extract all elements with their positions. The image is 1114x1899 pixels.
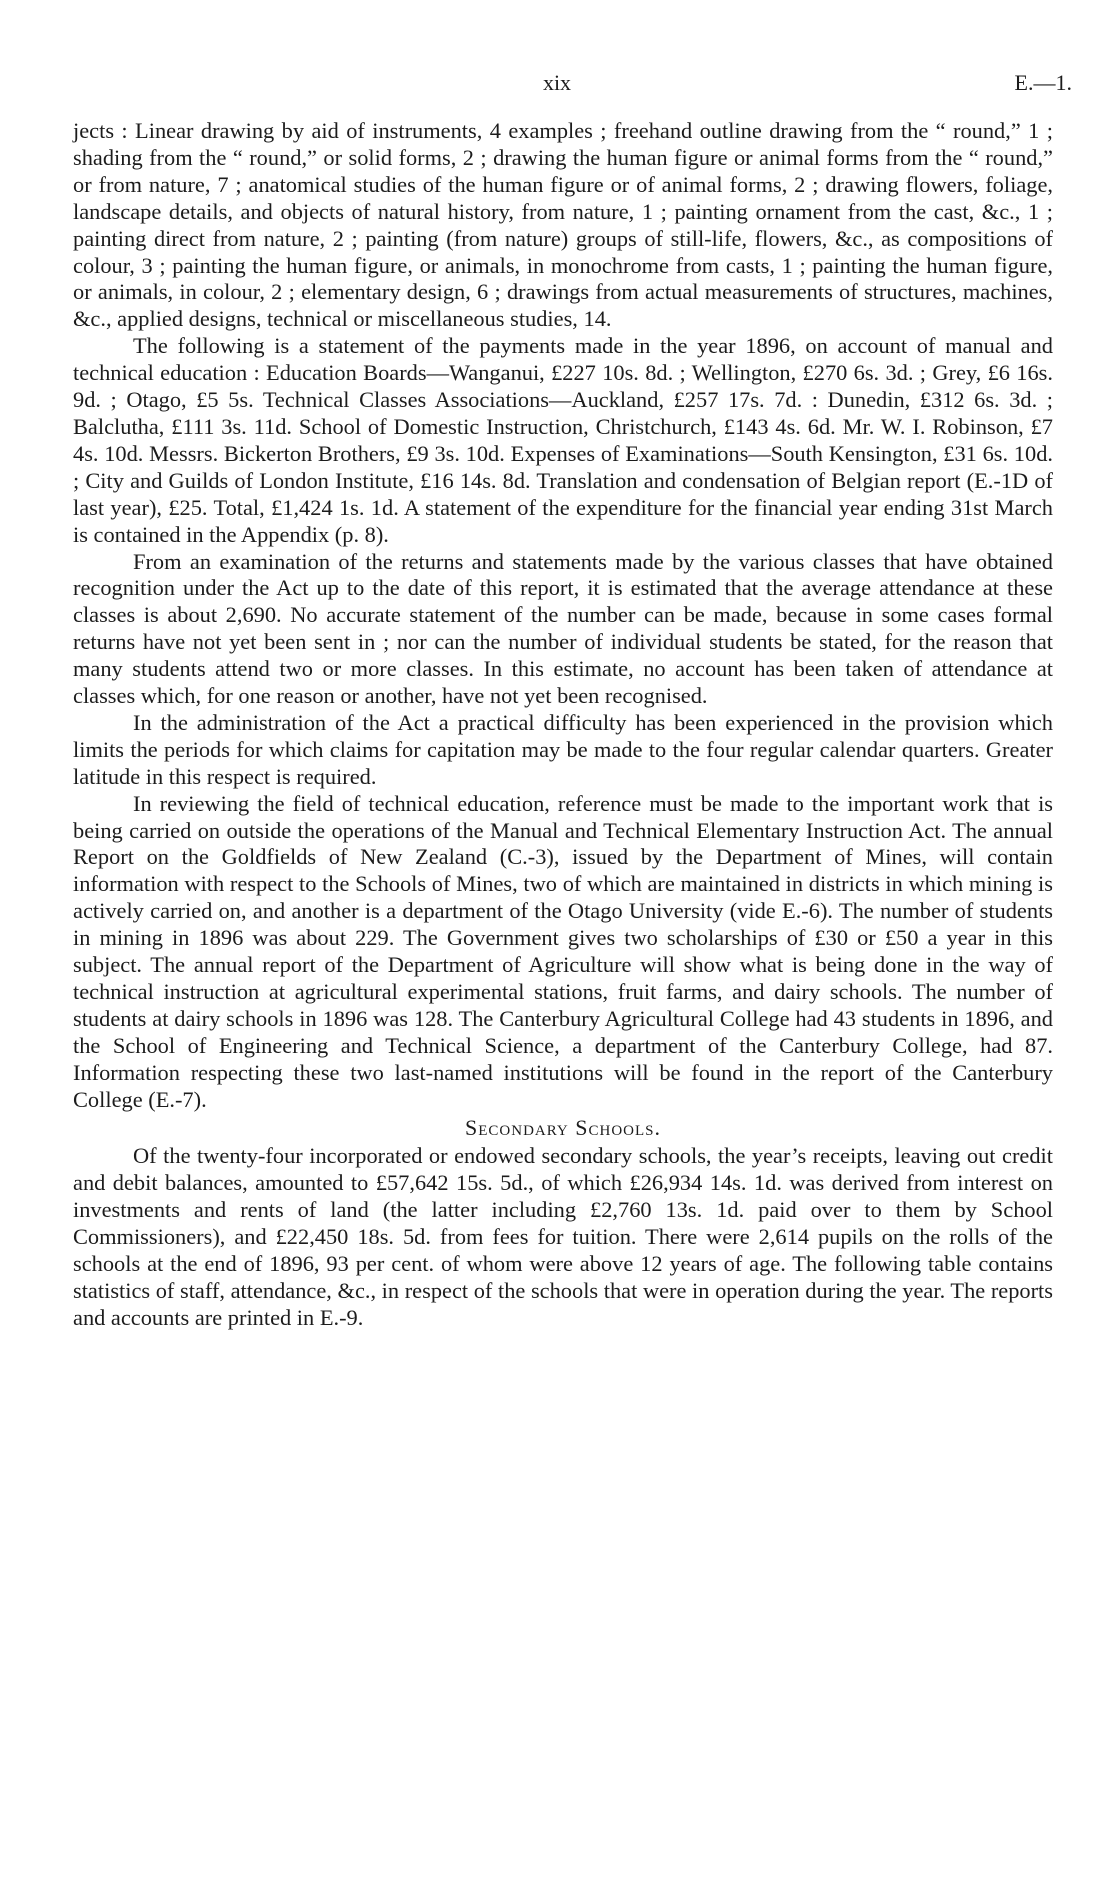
paragraph-secondary-schools: Of the twenty-four incorporated or endowed secondary schools, the year’s receipts, leaving out credit and debit balances, amounted to £57,642 15s. 5d., of which £26,934 14s. 1d. was derived from interest on investments and rents of land (the latter including £2,760 13s. 1d. paid over to them by School Commissioners), and £22,450 18s. 5d. from fees for tuition. There were 2,614 pupils on the rolls of the schools at the end of 1896, 93 per cent. of whom were above 12 years of age. The following table contains statistics of staff, attendance, &c., in respect of the schools that were in operation during the year. The reports and accounts are printed in E.-9. (73, 1143, 1053, 1330)
paragraph-drawing-examples: jects : Linear drawing by aid of instruments, 4 examples ; freehand outline drawing from the “ round,” 1 ; shading from the “ round,” or solid forms, 2 ; drawing the human figure or animal forms from the “ round,” or from nature, 7 ; anatomical studies of the human figure or of animal forms, 2 ; drawing flowers, foliage, landscape details, and objects of natural history, from nature, 1 ; painting ornament from the cast, &c., 1 ; painting direct from nature, 2 ; painting (from nature) groups of still-life, flowers, &c., as compositions of colour, 3 ; painting the human figure, or animals, in monochrome from casts, 1 ; painting the human figure, or animals, in colour, 2 ; elementary design, 6 ; drawings from actual measurements of structures, machines, &c., applied designs, technical or miscellaneous studies, 14. (73, 118, 1053, 332)
page-header (0, 70, 1114, 100)
paragraph-administration: In the administration of the Act a practical difficulty has been experienced in the provision which limits the periods for which claims for capitation may be made to the four regular calendar quarters. Greater latitude in this respect is required. (73, 709, 1053, 789)
body-text (73, 118, 1053, 1332)
paragraph-attendance: From an examination of the returns and statements made by the various classes that have obtained recognition under the Act up to the date of this report, it is estimated that the average attendance at these classes is about 2,690. No accurate statement of the number can be made, because in some cases formal returns have not yet been sent in ; nor can the number of individual students be stated, for the reason that many students attend two or more classes. In this estimate, no account has been taken of attendance at classes which, for one reason or another, have not yet been recognised. (73, 548, 1053, 709)
document-reference: E.—1. (1014, 70, 1072, 95)
paragraph-payments: The following is a statement of the payments made in the year 1896, on account of manual and technical education : Education Boards—Wanganui, £227 10s. 8d. ; Wellington, £270 6s. 3d. ; Grey, £6 16s. 9d. ; Otago, £5 5s. Technical Classes Associations—Auckland, £257 17s. 7d. : Dunedin, £312 6s. 3d. ; Balclutha, £111 3s. 11d. School of Domestic Instruction, Christchurch, £143 4s. 6d. Mr. W. I. Robinson, £7 4s. 10d. Messrs. Bickerton Brothers, £9 3s. 10d. Expenses of Examinations—South Kensington, £31 6s. 10d. ; City and Guilds of London Institute, £16 14s. 8d. Translation and condensation of Belgian report (E.-1D of last year), £25. Total, £1,424 1s. 1d. A statement of the expenditure for the financial year ending 31st March is contained in the Appendix (p. 8). (73, 333, 1053, 547)
page-number: xix (542, 70, 572, 95)
section-heading-secondary-schools: Secondary Schools. (465, 1114, 661, 1140)
paragraph-technical-education-review: In reviewing the field of technical education, reference must be made to the important work that is being carried on outside the operations of the Manual and Technical Elementary Instruction Act. The annual Report on the Goldfields of New Zealand (C.-3), issued by the Department of Mines, will contain information with respect to the Schools of Mines, two of which are maintained in districts in which mining is actively carried on, and another is a department of the Otago University (vide E.-6). The number of students in mining in 1896 was about 229. The Government gives two scholarships of £30 or £50 a year in this subject. The annual report of the Department of Agriculture will show what is being done in the way of technical instruction at agricultural experimental stations, fruit farms, and dairy schools. The number of students at dairy schools in 1896 was 128. The Canterbury Agricultural College had 43 students in 1896, and the School of Engineering and Technical Science, a department of the Canterbury College, had 87. Information respecting these two last-named institutions will be found in the report of the Canterbury College (E.-7). (73, 790, 1053, 1112)
